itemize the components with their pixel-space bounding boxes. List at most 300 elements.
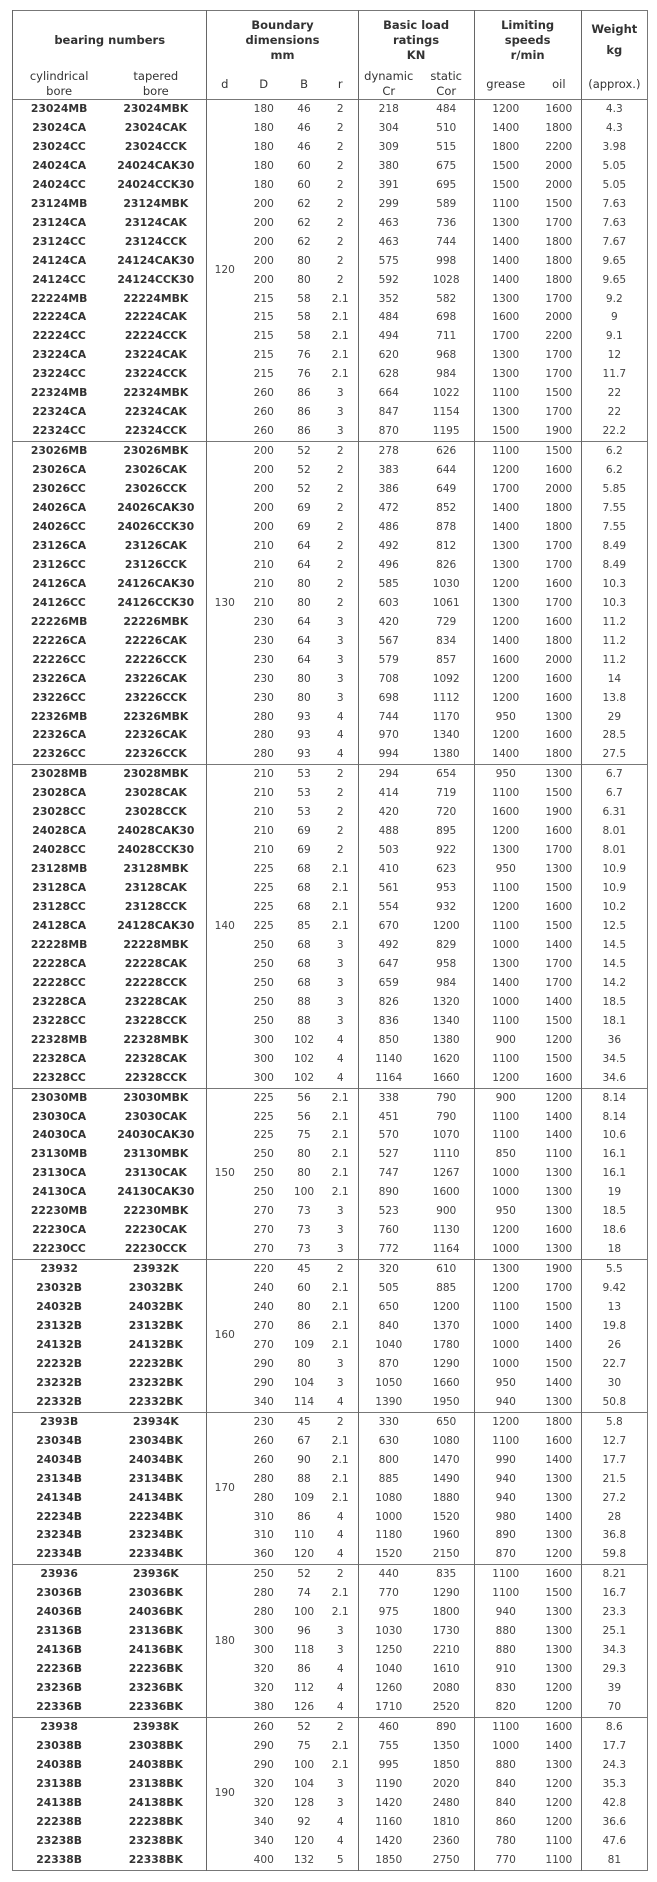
static-load-cell: 484 [419, 100, 474, 119]
static-load-cell: 878 [436, 520, 457, 533]
bore-diameter-cell: 150 [207, 1088, 242, 1260]
width-cell: 52 [297, 483, 311, 496]
cylindrical-bore-cell: 23024MB [13, 100, 106, 119]
outer-diameter-cell: 250 [253, 1167, 274, 1180]
radius-cell: 4 [336, 1510, 344, 1523]
width-cell: 53 [285, 765, 323, 784]
grease-speed-cell: 840 [474, 1794, 537, 1813]
cylindrical-bore-cell: 22326CC [32, 747, 86, 761]
grease-speed-cell: 1200 [474, 689, 537, 708]
grease-speed-cell: 1100 [474, 1565, 537, 1584]
width-cell: 64 [297, 653, 311, 666]
dynamic-load-cell: 1164 [358, 1069, 419, 1088]
tapered-bore-cell: 23128MBK [123, 862, 189, 876]
outer-diameter-cell: 215 [253, 368, 274, 381]
table-row [13, 936, 648, 955]
radius-cell: 2 [336, 520, 344, 533]
grease-speed-cell: 1100 [474, 1584, 537, 1603]
width-cell: 80 [297, 1148, 311, 1161]
outer-diameter-cell: 260 [242, 1718, 285, 1737]
dynamic-load-cell: 352 [358, 290, 419, 309]
radius-cell: 2.1 [331, 1301, 349, 1314]
static-load-cell: 1660 [432, 1376, 460, 1389]
cylindrical-bore-cell: 23128CC [32, 900, 86, 914]
radius-cell: 2.1 [331, 1186, 349, 1199]
cylindrical-bore-cell: 23130MB [30, 1147, 88, 1161]
oil-speed-cell: 1500 [545, 1357, 573, 1370]
static-load-cell: 1340 [432, 729, 460, 742]
radius-cell: 3 [336, 1376, 344, 1389]
outer-diameter-cell: 210 [253, 539, 274, 552]
dynamic-load-cell: 440 [358, 1565, 419, 1584]
cylindrical-bore-cell: 23024CC [32, 139, 86, 153]
table-row [13, 841, 648, 860]
width-cell: 120 [293, 1548, 315, 1561]
oil-speed-cell: 1500 [545, 197, 573, 210]
cylindrical-bore-cell: 2393B [13, 1412, 106, 1431]
radius-cell: 2.1 [331, 1453, 349, 1466]
grease-speed-cell: 1200 [474, 461, 537, 480]
bore-diameter-cell: 120 [207, 100, 242, 442]
radius-cell: 2 [336, 121, 344, 134]
tapered-bore-cell: 23024CAK [124, 120, 187, 134]
grease-speed-cell: 880 [474, 1641, 537, 1660]
table-row [13, 1069, 648, 1088]
oil-speed-cell: 1900 [545, 806, 573, 819]
dynamic-load-cell: 1160 [358, 1813, 419, 1832]
grease-speed-cell: 1300 [474, 214, 537, 233]
dynamic-load-cell: 744 [358, 708, 419, 727]
width-cell: 52 [297, 464, 311, 477]
cylindrical-bore-cell: 24124CC [32, 272, 86, 286]
weight-cell: 34.6 [581, 1069, 647, 1088]
cylindrical-bore-cell: 24032B [36, 1300, 83, 1314]
tapered-bore-cell: 22230CAK [124, 1223, 187, 1237]
tapered-bore-cell: 23130MBK [123, 1147, 189, 1161]
table-row [13, 157, 648, 176]
oil-speed-cell: 1300 [545, 863, 573, 876]
dynamic-load-cell: 386 [358, 480, 419, 499]
grease-speed-cell: 1200 [474, 100, 537, 119]
weight-cell: 39 [581, 1679, 647, 1698]
table-row [13, 1012, 648, 1031]
radius-cell: 2.1 [331, 901, 349, 914]
grease-speed-cell: 940 [474, 1603, 537, 1622]
table-row [13, 461, 648, 480]
grease-speed-cell: 1300 [474, 1260, 537, 1279]
dynamic-load-cell: 1420 [358, 1832, 419, 1851]
grease-speed-cell: 840 [474, 1775, 537, 1794]
tapered-bore-cell: 22232BK [128, 1356, 183, 1370]
dynamic-load-cell: 1000 [358, 1508, 419, 1527]
weight-cell: 28 [581, 1508, 647, 1527]
tapered-bore-cell: 22226CCK [124, 652, 187, 666]
tapered-bore-cell: 23024MBK [105, 100, 207, 119]
weight-cell: 14.5 [581, 955, 647, 974]
outer-diameter-cell: 200 [242, 442, 285, 461]
cylindrical-bore-cell: 23226CA [32, 671, 87, 685]
outer-diameter-cell: 200 [253, 502, 274, 515]
static-load-cell: 1610 [432, 1663, 460, 1676]
dynamic-load-cell: 294 [358, 765, 419, 784]
width-cell: 86 [297, 1320, 311, 1332]
outer-diameter-cell: 280 [253, 748, 274, 761]
weight-cell: 6.7 [581, 765, 647, 784]
grease-speed-cell: 1000 [474, 1240, 537, 1259]
oil-speed-cell: 1300 [545, 1186, 573, 1199]
grease-speed-cell: 1100 [474, 1298, 537, 1317]
radius-cell: 4 [336, 1395, 344, 1408]
radius-cell: 2.1 [331, 882, 349, 895]
grease-speed-cell: 1700 [474, 480, 537, 499]
static-load-cell: 1800 [432, 1606, 460, 1619]
oil-speed-cell: 1400 [545, 1129, 573, 1142]
tapered-bore-cell: 23124CCK [124, 234, 187, 248]
width-cell: 62 [297, 216, 311, 229]
oil-speed-cell: 1300 [545, 1529, 573, 1542]
width-cell: 73 [297, 1243, 311, 1256]
outer-diameter-cell: 230 [253, 691, 274, 704]
cylindrical-bore-cell: 22230MB [30, 1204, 88, 1218]
table-row [13, 1794, 648, 1813]
dynamic-load-cell: 836 [358, 1012, 419, 1031]
weight-cell: 12.7 [581, 1432, 647, 1451]
outer-diameter-cell: 180 [242, 100, 285, 119]
tapered-bore-cell: 23034BK [128, 1433, 183, 1447]
outer-diameter-cell: 210 [253, 844, 274, 857]
table-row [13, 1432, 648, 1451]
grease-speed-cell: 1400 [474, 119, 537, 138]
dynamic-load-cell: 840 [358, 1317, 419, 1336]
oil-speed-cell: 1600 [545, 615, 573, 628]
static-load-cell: 1195 [432, 425, 460, 438]
outer-diameter-cell: 230 [253, 653, 274, 666]
dynamic-load-cell: 760 [358, 1221, 419, 1240]
dynamic-load-cell: 772 [358, 1240, 419, 1259]
width-cell: 68 [297, 863, 311, 876]
width-cell: 104 [293, 1777, 315, 1790]
weight-cell: 9.65 [581, 271, 647, 290]
weight-cell: 8.01 [581, 841, 647, 860]
weight-cell: 8.01 [581, 822, 647, 841]
cylindrical-bore-cell: 22230CA [32, 1223, 87, 1237]
table-row [13, 119, 648, 138]
oil-speed-cell: 1700 [545, 558, 573, 571]
outer-diameter-cell: 250 [253, 995, 274, 1008]
static-load-cell: 1380 [432, 1033, 460, 1046]
weight-cell: 17.7 [581, 1737, 647, 1756]
weight-cell: 21.5 [581, 1470, 647, 1489]
weight-cell: 7.63 [581, 195, 647, 214]
tapered-bore-cell: 23224CAK [124, 348, 187, 362]
static-load-cell: 1028 [432, 273, 460, 286]
width-cell: 46 [285, 100, 323, 119]
cylindrical-bore-cell: 23026CC [32, 482, 86, 496]
dynamic-load-cell: 885 [358, 1470, 419, 1489]
weight-cell: 9.42 [581, 1279, 647, 1298]
width-cell: 46 [297, 140, 311, 153]
radius-cell: 3 [336, 1224, 344, 1237]
width-cell: 75 [297, 1129, 311, 1142]
static-load-cell: 1200 [432, 1301, 460, 1314]
radius-cell: 3 [336, 938, 344, 951]
outer-diameter-cell: 210 [242, 765, 285, 784]
oil-speed-cell: 1700 [545, 406, 573, 419]
dynamic-load-cell: 1050 [358, 1374, 419, 1393]
cylindrical-bore-cell: 22224MB [30, 291, 88, 305]
oil-speed-cell: 1300 [545, 1625, 573, 1638]
outer-diameter-cell: 320 [253, 1663, 274, 1676]
tapered-bore-cell: 23134BK [128, 1471, 183, 1485]
table-row [13, 1489, 648, 1508]
outer-diameter-cell: 230 [253, 615, 274, 628]
width-cell: 100 [293, 1606, 315, 1619]
tapered-bore-cell: 23228CCK [124, 1013, 187, 1027]
tapered-bore-cell: 23226CAK [124, 671, 187, 685]
oil-speed-cell: 1400 [545, 995, 573, 1008]
dynamic-load-cell: 698 [358, 689, 419, 708]
dynamic-load-cell: 1520 [358, 1545, 419, 1564]
oil-speed-cell: 1100 [545, 1834, 573, 1847]
static-load-cell: 1130 [432, 1224, 460, 1237]
outer-diameter-cell: 210 [253, 806, 274, 819]
static-load-cell: 900 [436, 1205, 457, 1218]
oil-speed-cell: 1600 [545, 464, 573, 477]
weight-cell: 22.2 [581, 422, 647, 441]
grease-speed-cell: 940 [474, 1470, 537, 1489]
oil-speed-cell: 1400 [545, 938, 573, 951]
cylindrical-bore-cell: 22226MB [30, 614, 88, 628]
outer-diameter-cell: 320 [253, 1796, 274, 1809]
radius-cell: 2 [336, 254, 344, 267]
radius-cell: 2.1 [331, 863, 349, 876]
table-row [13, 879, 648, 898]
weight-cell: 36 [581, 1031, 647, 1050]
static-load-cell: 1022 [432, 387, 460, 400]
width-cell: 73 [297, 1224, 311, 1237]
outer-diameter-cell: 260 [253, 406, 274, 419]
radius-cell: 2 [336, 197, 344, 210]
cylindrical-bore-cell: 23224CA [32, 348, 87, 362]
outer-diameter-cell: 225 [253, 882, 274, 895]
static-load-cell: 1154 [432, 406, 460, 419]
radius-cell: 2 [336, 140, 344, 153]
width-cell: 75 [297, 1739, 311, 1752]
dynamic-load-cell: 492 [358, 537, 419, 556]
radius-cell: 3 [336, 615, 344, 628]
cylindrical-bore-cell: 22228CA [32, 956, 87, 970]
grease-speed-cell: 1600 [474, 803, 537, 822]
weight-cell: 19.8 [581, 1317, 647, 1336]
grease-speed-cell: 820 [474, 1698, 537, 1717]
dynamic-load-cell: 1710 [358, 1698, 419, 1717]
cylindrical-bore-cell: 22336B [36, 1700, 83, 1714]
tapered-bore-cell: 23036BK [128, 1586, 183, 1600]
oil-speed-cell: 1700 [545, 844, 573, 857]
table-row [13, 271, 648, 290]
cylindrical-bore-cell: 22230CC [32, 1242, 86, 1256]
cylindrical-bore-cell: 23938 [13, 1718, 106, 1737]
table-row [13, 346, 648, 365]
dynamic-load-cell: 826 [358, 993, 419, 1012]
oil-speed-cell: 1600 [545, 1224, 573, 1237]
tapered-bore-cell: 22234BK [128, 1509, 183, 1523]
width-cell: 58 [297, 292, 311, 305]
radius-cell: 3 [336, 1796, 344, 1809]
cylindrical-bore-cell: 24136B [36, 1643, 83, 1657]
radius-cell: 2 [323, 1412, 358, 1431]
dynamic-load-cell: 304 [358, 119, 419, 138]
cylindrical-bore-cell: 24026CC [32, 519, 86, 533]
oil-speed-cell: 1700 [545, 539, 573, 552]
cylindrical-bore-cell: 23038B [36, 1738, 83, 1752]
weight-cell: 27.5 [581, 745, 647, 764]
grease-speed-cell: 1200 [474, 1069, 537, 1088]
tapered-bore-cell: 22336BK [128, 1700, 183, 1714]
tapered-bore-cell: 23026MBK [105, 442, 207, 461]
weight-cell: 59.8 [581, 1545, 647, 1564]
dynamic-load-cell: 755 [358, 1737, 419, 1756]
dynamic-load-cell: 870 [358, 422, 419, 441]
radius-cell: 4 [336, 1701, 344, 1714]
outer-diameter-cell: 225 [253, 901, 274, 914]
grease-speed-cell: 1300 [474, 346, 537, 365]
dynamic-load-cell: 338 [358, 1088, 419, 1107]
width-cell: 93 [297, 748, 311, 761]
radius-cell: 2.1 [331, 1110, 349, 1123]
cylindrical-bore-cell: 24038B [36, 1757, 83, 1771]
oil-speed-cell: 1200 [545, 1548, 573, 1561]
weight-cell: 11.2 [581, 651, 647, 670]
dynamic-load-cell: 494 [358, 327, 419, 346]
bore-diameter-cell: 180 [207, 1565, 242, 1718]
radius-cell: 5 [336, 1853, 344, 1866]
oil-speed-cell: 1800 [545, 273, 573, 286]
grease-speed-cell: 1400 [474, 632, 537, 651]
oil-speed-cell: 1600 [545, 729, 573, 742]
tapered-bore-cell: 22228MBK [123, 937, 189, 951]
tapered-bore-cell: 22228CCK [124, 975, 187, 989]
grease-speed-cell: 870 [474, 1545, 537, 1564]
width-cell: 60 [297, 159, 311, 172]
radius-cell: 2.1 [331, 330, 349, 343]
dynamic-load-cell: 1140 [358, 1050, 419, 1069]
oil-speed-cell: 1300 [545, 1758, 573, 1771]
oil-speed-cell: 2000 [545, 311, 573, 324]
width-cell: 80 [297, 1167, 311, 1180]
table-row [13, 518, 648, 537]
dynamic-load-cell: 570 [358, 1126, 419, 1145]
dynamic-load-cell: 484 [358, 308, 419, 327]
table-row [13, 1108, 648, 1127]
width-cell: 58 [297, 330, 311, 343]
tapered-bore-cell: 23026CAK [124, 463, 187, 477]
tapered-bore-cell: 23934K [105, 1412, 207, 1431]
outer-diameter-cell: 380 [253, 1701, 274, 1714]
bearing-specifications-table [12, 10, 648, 1871]
table-row [13, 1279, 648, 1298]
table-row [13, 195, 648, 214]
grease-speed-cell: 1000 [474, 936, 537, 955]
oil-speed-cell: 1300 [545, 1167, 573, 1180]
dynamic-load-cell: 994 [358, 745, 419, 764]
static-load-cell: 2020 [432, 1777, 460, 1790]
radius-cell: 2.1 [331, 368, 349, 381]
grease-speed-cell: 830 [474, 1679, 537, 1698]
cylindrical-bore-cell: 24034B [36, 1452, 83, 1466]
radius-cell: 2.1 [331, 292, 349, 305]
radius-cell: 3 [336, 995, 344, 1008]
static-load-cell: 826 [436, 558, 457, 571]
radius-cell: 3 [336, 957, 344, 970]
weight-cell: 34.3 [581, 1641, 647, 1660]
table-row [13, 233, 648, 252]
oil-speed-cell: 1400 [545, 1510, 573, 1523]
table-row [13, 1126, 648, 1145]
dynamic-load-cell: 278 [358, 442, 419, 461]
oil-speed-cell: 1500 [545, 787, 573, 800]
outer-diameter-cell: 340 [253, 1395, 274, 1408]
grease-speed-cell: 1100 [474, 384, 537, 403]
radius-cell: 4 [336, 729, 344, 742]
weight-cell: 14.5 [581, 936, 647, 955]
table-row [13, 1412, 648, 1431]
cylindrical-bore-cell: 22328MB [30, 1032, 88, 1046]
cylindrical-bore-cell: 22332B [36, 1394, 83, 1408]
oil-speed-cell: 2000 [545, 653, 573, 666]
outer-diameter-cell: 280 [253, 1491, 274, 1504]
oil-speed-cell: 1100 [545, 1853, 573, 1866]
table-row [13, 1336, 648, 1355]
width-cell: 112 [293, 1682, 315, 1695]
tapered-bore-cell: 24030CAK30 [117, 1128, 195, 1142]
cylindrical-bore-cell: 23228CA [32, 994, 87, 1008]
table-row [13, 1240, 648, 1259]
weight-cell: 7.63 [581, 214, 647, 233]
static-load-cell: 1600 [432, 1186, 460, 1199]
static-load-cell: 885 [436, 1282, 457, 1295]
tapered-bore-cell: 23030MBK [105, 1088, 207, 1107]
tapered-bore-cell: 23236BK [128, 1681, 183, 1695]
weight-cell: 10.9 [581, 879, 647, 898]
cylindrical-bore-cell: 24024CA [32, 158, 87, 172]
weight-cell: 26 [581, 1336, 647, 1355]
tapered-bore-cell: 22324CCK [124, 424, 187, 438]
outer-diameter-cell: 230 [253, 634, 274, 647]
width-cell: 52 [285, 442, 323, 461]
cylindrical-bore-cell: 23028CC [32, 805, 86, 819]
oil-speed-cell: 1600 [537, 1565, 581, 1584]
width-cell: 90 [297, 1453, 311, 1466]
cylindrical-bore-cell: 24026CA [32, 501, 87, 515]
radius-cell: 2.1 [331, 1338, 349, 1351]
weight-cell: 8.6 [581, 1718, 647, 1737]
radius-cell: 2.1 [331, 1739, 349, 1752]
table-row [13, 403, 648, 422]
radius-cell: 2.1 [331, 1758, 349, 1771]
width-cell: 52 [285, 1565, 323, 1584]
width-cell: 46 [297, 121, 311, 134]
oil-speed-cell: 1100 [545, 1148, 573, 1161]
dynamic-load-cell: 630 [358, 1432, 419, 1451]
tapered-bore-cell: 22224CCK [124, 329, 187, 343]
radius-cell: 2 [336, 558, 344, 571]
outer-diameter-cell: 210 [253, 577, 274, 590]
oil-speed-cell: 2000 [545, 159, 573, 172]
oil-speed-cell: 1600 [545, 1071, 573, 1084]
outer-diameter-cell: 290 [253, 1357, 274, 1370]
radius-cell: 2.1 [323, 1088, 358, 1107]
